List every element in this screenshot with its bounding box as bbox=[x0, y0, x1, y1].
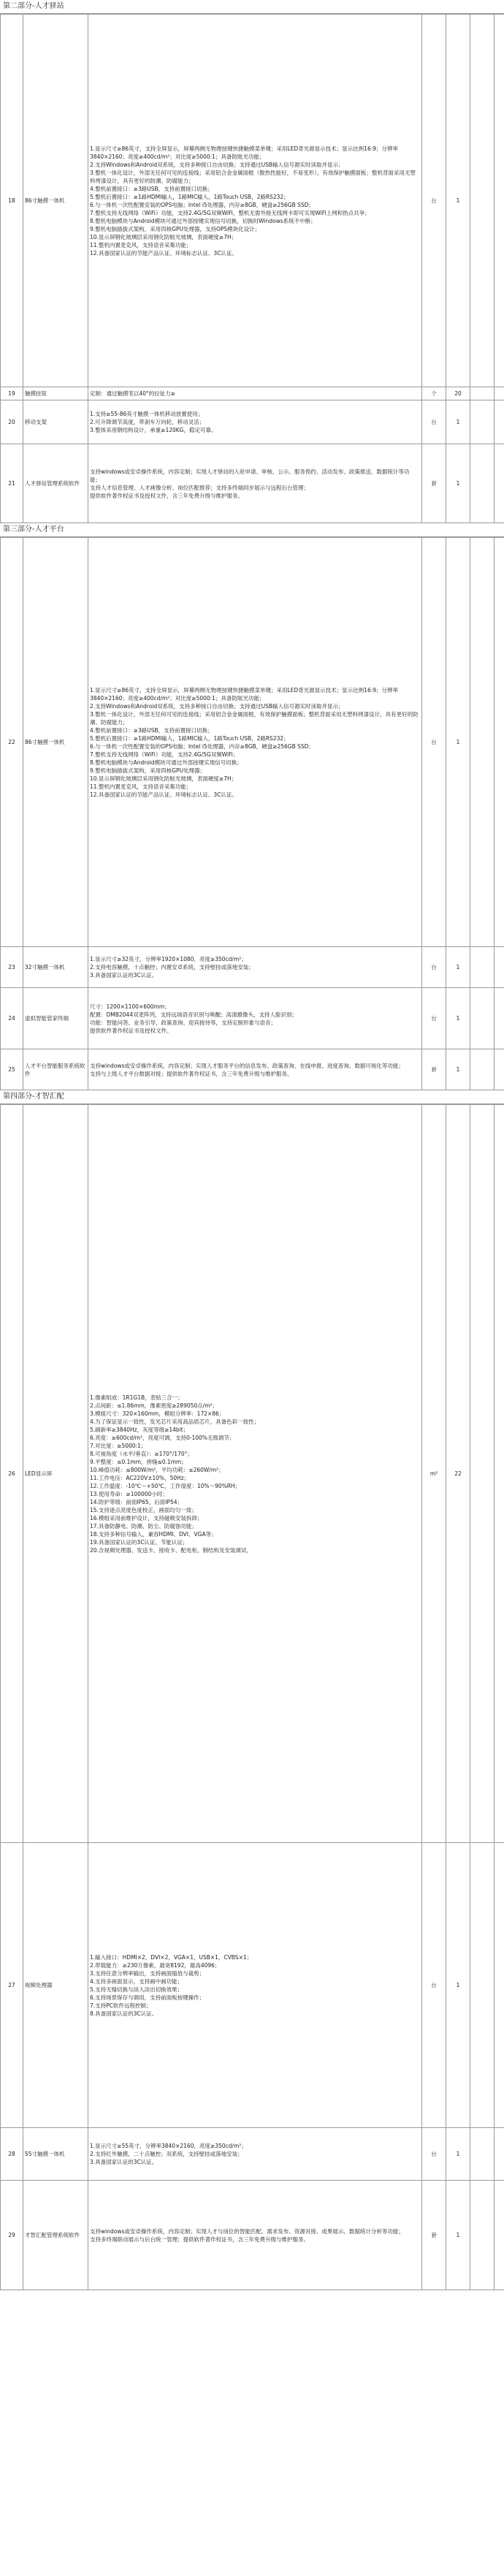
description-line: 9.整机电脑插拔式架构，采用四核GPU处理器； bbox=[90, 767, 205, 774]
item-quantity: 1 bbox=[446, 947, 470, 988]
unit-price-cell bbox=[470, 2181, 495, 2290]
description-line: 3.具备国家认证的3C认证。 bbox=[90, 2159, 158, 2165]
item-name: 触摸挂钮 bbox=[23, 387, 88, 400]
description-line: 8.可视角度（水平/垂直）：≥170°/170°； bbox=[90, 1450, 193, 1457]
description-line: 17.具备防静电、防潮、防尘、防腐蚀功能； bbox=[90, 1522, 197, 1530]
total-price-cell bbox=[495, 444, 504, 523]
description-line: 11.整机内置麦克风，支持语音采集功能； bbox=[90, 783, 192, 790]
row-number: 18 bbox=[1, 15, 23, 387]
description-line: 16.模组采用前维护设计，支持磁吸安装拆卸； bbox=[90, 1514, 203, 1521]
description-line: 功能：智能问答、业务引导、政策查询、迎宾接待等，支持定制形象与语音； bbox=[90, 1019, 276, 1026]
description-line: 3.整机一体化设计，外部无任何可见的连接线；采用铝合金金属面框（散热性能好，不易变形），有效保护触摸面板；整机背面采用无塑料烤漆设计，具有更好的防潮、防腐能力； bbox=[90, 169, 416, 184]
table-row bbox=[1, 947, 504, 988]
description-line: 2.可升降调节高度，带刹车万向轮，移动灵活； bbox=[90, 419, 205, 425]
unit-price-cell bbox=[470, 15, 495, 387]
unit-price-cell bbox=[470, 947, 495, 988]
table-row bbox=[1, 2128, 504, 2181]
description-line: 支持windows或安卓操作系统，内容定制；实现人才服务平台的信息发布、政策查询、在线申报、进度查询、数据可视化等功能； bbox=[90, 1062, 404, 1069]
description-line: 6.与一体机一次性配置安装的OPS电脑；Intel i5处理器，内存≥8GB，硬盘≥256GB SSD； bbox=[90, 742, 314, 750]
description-line: 8.具备国家认证的3C认证。 bbox=[90, 2010, 158, 2017]
table-row bbox=[1, 387, 504, 400]
item-quantity: 22 bbox=[446, 1105, 470, 1843]
description-line: 1.显示尺寸≥86英寸，支持全屏显示，屏幕两侧无物理按键快捷触摸菜单键；采用LED背光源显示技术；显示比例16:9；分辨率3840×2160；亮度≥400cd/m²；对比度≥5000:1；具备防眩光功能； bbox=[90, 686, 399, 702]
spec-table bbox=[0, 537, 504, 1090]
description-line: 支持windows或安卓操作系统，内容定制；实现人才与岗位的智能匹配、需求发布、资源对接、成果展示、数据统计分析等功能； bbox=[90, 2227, 404, 2235]
description-line: 提供软件著作权证书及授权文件。 bbox=[90, 1027, 172, 1034]
description-line: 1.支持≥55-86英寸触摸一体机移动放置使用； bbox=[90, 411, 204, 417]
item-quantity: 1 bbox=[446, 2181, 470, 2290]
table-row bbox=[1, 400, 504, 444]
item-description bbox=[88, 988, 422, 1049]
table-row bbox=[1, 2181, 504, 2290]
row-number: 20 bbox=[1, 400, 23, 444]
description-line: 18.支持多种信号输入，兼容HDMI、DVI、VGA等； bbox=[90, 1530, 217, 1538]
total-price-cell bbox=[495, 1049, 504, 1090]
description-line: 6.亮度：≥600cd/m²，亮度可调，支持0-100%无级调节； bbox=[90, 1434, 235, 1441]
item-unit: 台 bbox=[422, 947, 446, 988]
description-line: 支持windows或安卓操作系统，内容定制；实现人才驿站的入驻申请、审核、公示、服务预约、活动发布、政策推送、数据统计等功能； bbox=[90, 468, 410, 483]
item-name: 人才平台智能服务系统软件 bbox=[23, 1049, 88, 1090]
row-number: 22 bbox=[1, 538, 23, 947]
row-number: 27 bbox=[1, 1843, 23, 2128]
description-line: 5.刷新率≥3840Hz，灰度等级≥14bit； bbox=[90, 1426, 189, 1433]
description-line: 6.与一体机一次性配置安装的OPS电脑；Intel i5处理器，内存≥8GB，硬盘≥256GB SSD； bbox=[90, 201, 314, 208]
description-line: 19.具备国家认证的3C认证、节能认证； bbox=[90, 1538, 188, 1546]
description-line: 9.平整度：≤0.1mm，拼缝≤0.1mm； bbox=[90, 1458, 187, 1465]
section-title: 第三部分-人才平台 bbox=[0, 523, 504, 537]
item-description bbox=[88, 15, 422, 387]
unit-price-cell bbox=[470, 400, 495, 444]
item-quantity: 1 bbox=[446, 15, 470, 387]
table-row bbox=[1, 538, 504, 947]
item-unit: m² bbox=[422, 1105, 446, 1843]
description-line: 1.显示尺寸≥55英寸，分辨率3840×2160，亮度≥350cd/m²； bbox=[90, 2143, 247, 2149]
item-quantity: 1 bbox=[446, 2128, 470, 2181]
description-line: 1.显示尺寸≥86英寸，支持全屏显示，屏幕两侧无物理按键快捷触摸菜单键；采用LED背光源显示技术；显示比例16:9；分辨率3840×2160；亮度≥400cd/m²；对比度≥5000:1；具备防眩光功能； bbox=[90, 145, 399, 160]
description-line: 3.支持任意分辨率输出，支持画面缩放与裁剪； bbox=[90, 1969, 205, 1977]
description-line: 2.支持电容触摸，十点触控；内置安卓系统，支持壁挂或落地安装； bbox=[90, 964, 254, 970]
unit-price-cell bbox=[470, 1105, 495, 1843]
unit-price-cell bbox=[470, 538, 495, 947]
table-row bbox=[1, 988, 504, 1049]
description-line: 15.支持逐点亮度色度校正，画面均匀一致； bbox=[90, 1506, 197, 1513]
item-quantity: 20 bbox=[446, 387, 470, 400]
item-quantity: 1 bbox=[446, 1049, 470, 1090]
total-price-cell bbox=[495, 2128, 504, 2181]
item-name: 55寸触摸一体机 bbox=[23, 2128, 88, 2181]
description-line: 配置：DMB2044双麦阵列，支持远场语音识别与唤醒；高清摄像头，支持人脸识别； bbox=[90, 1011, 297, 1018]
total-price-cell bbox=[495, 15, 504, 387]
description-line: 1.像素组成：1R1G1B，表贴三合一； bbox=[90, 1394, 183, 1401]
spec-table bbox=[0, 14, 504, 523]
row-number: 26 bbox=[1, 1105, 23, 1843]
description-line: 7.支持PC软件远程控制； bbox=[90, 2002, 152, 2009]
description-line: 5.整机后置接口：≥1路HDMI输入，1路MIC输入，1路Touch USB，2路RS232； bbox=[90, 193, 289, 200]
description-line: 支持人才信息管理、人才画像分析、岗位匹配推荐；支持多终端同步展示与远程后台管理； bbox=[90, 484, 309, 491]
description-line: 2.支持红外触摸，二十点触控；双系统，支持壁挂或落地安装； bbox=[90, 2151, 243, 2157]
description-line: 20.含视频处理器、发送卡、接收卡、配电柜、钢结构及安装调试。 bbox=[90, 1546, 252, 1554]
item-unit: 个 bbox=[422, 387, 446, 400]
item-name: 86寸触摸一体机 bbox=[23, 15, 88, 387]
item-description bbox=[88, 400, 422, 444]
unit-price-cell bbox=[470, 1843, 495, 2128]
description-line: 10.显示屏钢化玻璃层采用钢化防眩光玻璃，表面硬度≥7H； bbox=[90, 775, 237, 782]
unit-price-cell bbox=[470, 1049, 495, 1090]
section-title: 第二部分-人才驿站 bbox=[0, 0, 504, 14]
table-row bbox=[1, 444, 504, 523]
item-name: 32寸触摸一体机 bbox=[23, 947, 88, 988]
description-line: 3.整体采用钢结构设计，承重≥120KG，稳定可靠。 bbox=[90, 427, 217, 433]
item-unit: 套 bbox=[422, 444, 446, 523]
description-line: 尺寸：1200×1100×600mm； bbox=[90, 1003, 170, 1010]
description-line: 13.使用寿命：≥100000小时； bbox=[90, 1490, 168, 1497]
total-price-cell bbox=[495, 400, 504, 444]
item-unit: 台 bbox=[422, 988, 446, 1049]
item-name: 视频处理器 bbox=[23, 1843, 88, 2128]
description-line: 2.支持Windows和Android双系统，支持多种接口自由切换；支持通过USB输入信号源实时读取并显示； bbox=[90, 702, 344, 710]
item-quantity: 1 bbox=[446, 444, 470, 523]
item-quantity: 1 bbox=[446, 538, 470, 947]
description-line: 12.具备国家认证的节能产品认证、环境标志认证、3C认证。 bbox=[90, 249, 237, 257]
description-line: 5.支持无缝切换与淡入淡出切换效果； bbox=[90, 1986, 183, 1993]
item-unit: 台 bbox=[422, 2128, 446, 2181]
description-line: 4.整机前置接口：≥3路USB，支持前置接口切换； bbox=[90, 185, 213, 192]
item-quantity: 1 bbox=[446, 1843, 470, 2128]
unit-price-cell bbox=[470, 2128, 495, 2181]
total-price-cell bbox=[495, 387, 504, 400]
item-description bbox=[88, 387, 422, 400]
item-quantity: 1 bbox=[446, 988, 470, 1049]
description-line: 10.显示屏钢化玻璃层采用钢化防眩光玻璃，表面硬度≥7H； bbox=[90, 233, 237, 240]
table-row bbox=[1, 1049, 504, 1090]
item-description bbox=[88, 2181, 422, 2290]
description-line: 提供软件著作权证书及授权文件，含三年免费升级与维护服务。 bbox=[90, 492, 243, 499]
description-line: 8.整机电脑模块与Android模块可通过外部按键实现信号切换； bbox=[90, 759, 243, 766]
row-number: 28 bbox=[1, 2128, 23, 2181]
description-line: 12.工作温度：-10℃～+50℃，工作湿度：10%～90%RH； bbox=[90, 1482, 241, 1489]
item-name: 86寸触摸一体机 bbox=[23, 538, 88, 947]
description-line: 11.整机内置麦克风，支持语音采集功能； bbox=[90, 241, 192, 248]
description-line: 3.具备国家认证的3C认证。 bbox=[90, 972, 158, 979]
description-line: 11.工作电压：AC220V±10%，50Hz； bbox=[90, 1474, 190, 1481]
description-line: 4.为了保证显示一致性，发光芯片采用高品质芯片，具备色彩一致性； bbox=[90, 1418, 260, 1425]
item-unit: 台 bbox=[422, 1843, 446, 2128]
item-unit: 台 bbox=[422, 538, 446, 947]
item-name: 虚拟智能管家终端 bbox=[23, 988, 88, 1049]
row-number: 29 bbox=[1, 2181, 23, 2290]
item-unit: 台 bbox=[422, 15, 446, 387]
description-line: 支持多终端联动展示与后台统一管理；提供软件著作权证书，含三年免费升级与维护服务。 bbox=[90, 2235, 309, 2243]
total-price-cell bbox=[495, 2181, 504, 2290]
item-description bbox=[88, 1105, 422, 1843]
table-row bbox=[1, 1105, 504, 1843]
total-price-cell bbox=[495, 947, 504, 988]
item-description bbox=[88, 1049, 422, 1090]
item-name: 才智汇配管理系统软件 bbox=[23, 2181, 88, 2290]
description-line: 4.整机前置接口：≥3路USB，支持前置接口切换； bbox=[90, 726, 213, 734]
description-line: 3.整机一体化设计，外部无任何可见的连接线；采用铝合金金属面框，有效保护触摸面板；整机背面采用无塑料烤漆设计，具有更好的防潮、防腐能力； bbox=[90, 710, 419, 726]
description-line: 7.对比度：≥5000:1； bbox=[90, 1442, 147, 1449]
unit-price-cell bbox=[470, 444, 495, 523]
unit-price-cell bbox=[470, 988, 495, 1049]
description-line: 6.支持场景保存与调用，支持前面板按键操作； bbox=[90, 1994, 205, 2001]
description-line: 10.峰值功耗：≤800W/m²，平均功耗：≤260W/m²； bbox=[90, 1466, 224, 1473]
table-row bbox=[1, 15, 504, 387]
row-number: 19 bbox=[1, 387, 23, 400]
description-line: 7.整机支持无线网络（WiFi）功能，支持2.4G/5G双频WiFi； bbox=[90, 751, 239, 758]
description-line: 支持与上级人才平台数据对接；提供软件著作权证书，含三年免费升级与维护服务。 bbox=[90, 1070, 293, 1077]
item-name: LED显示屏 bbox=[23, 1105, 88, 1843]
description-line: 2.支持Windows和Android双系统，支持多种接口自由切换；支持通过USB输入信号源实时读取并显示； bbox=[90, 161, 344, 168]
description-line: 3.模组尺寸：320×160mm，模组分辨率：172×86； bbox=[90, 1410, 225, 1417]
row-number: 21 bbox=[1, 444, 23, 523]
description-line: 2.点间距：≤1.86mm，像素密度≥289050点/m²； bbox=[90, 1402, 218, 1409]
item-unit: 套 bbox=[422, 1049, 446, 1090]
description-line: 14.防护等级：前面IP65，后面IP54； bbox=[90, 1498, 183, 1505]
table-row bbox=[1, 1843, 504, 2128]
description-line: 2.带载能力：≥230万像素，最宽8192，最高4096； bbox=[90, 1961, 221, 1969]
item-unit: 台 bbox=[422, 400, 446, 444]
description-line: 7.整机支持无线网络（WiFi）功能，支持2.4G/5G双频WiFi，整机无需外接无线网卡即可实现WiFi上网和热点共享； bbox=[90, 209, 370, 216]
total-price-cell bbox=[495, 988, 504, 1049]
description-line: 定制：通过触摸笔以40°的拉扯力≥ bbox=[90, 390, 176, 397]
description-line: 12.具备国家认证的节能产品认证、环境标志认证、3C认证。 bbox=[90, 791, 237, 798]
row-number: 23 bbox=[1, 947, 23, 988]
item-name: 人才驿站管理系统软件 bbox=[23, 444, 88, 523]
description-line: 1.输入接口：HDMI×2，DVI×2，VGA×1，USB×1，CVBS×1； bbox=[90, 1953, 253, 1961]
item-description bbox=[88, 1843, 422, 2128]
section-title: 第四部分-才智汇配 bbox=[0, 1090, 504, 1104]
unit-price-cell bbox=[470, 387, 495, 400]
item-description bbox=[88, 444, 422, 523]
item-description bbox=[88, 2128, 422, 2181]
item-description bbox=[88, 947, 422, 988]
row-number: 24 bbox=[1, 988, 23, 1049]
description-line: 8.整机电脑模块与Android模块可通过外部按键实现信号切换，切换时Windows系统不中断； bbox=[90, 217, 316, 224]
item-quantity: 1 bbox=[446, 400, 470, 444]
item-name: 移动支架 bbox=[23, 400, 88, 444]
description-line: 9.整机电脑插拔式架构，采用四核GPU处理器，支持OPS模块化设计； bbox=[90, 225, 261, 232]
item-description bbox=[88, 538, 422, 947]
spec-table bbox=[0, 1104, 504, 2290]
total-price-cell bbox=[495, 1105, 504, 1843]
description-line: 5.整机后置接口：≥1路HDMI输入，1路MIC输入，1路Touch USB，2路RS232； bbox=[90, 734, 289, 742]
row-number: 25 bbox=[1, 1049, 23, 1090]
item-unit: 套 bbox=[422, 2181, 446, 2290]
total-price-cell bbox=[495, 538, 504, 947]
total-price-cell bbox=[495, 1843, 504, 2128]
description-line: 4.支持多画面显示，支持画中画功能； bbox=[90, 1977, 183, 1985]
description-line: 1.显示尺寸≥32英寸，分辨率1920×1080，亮度≥350cd/m²； bbox=[90, 956, 247, 962]
